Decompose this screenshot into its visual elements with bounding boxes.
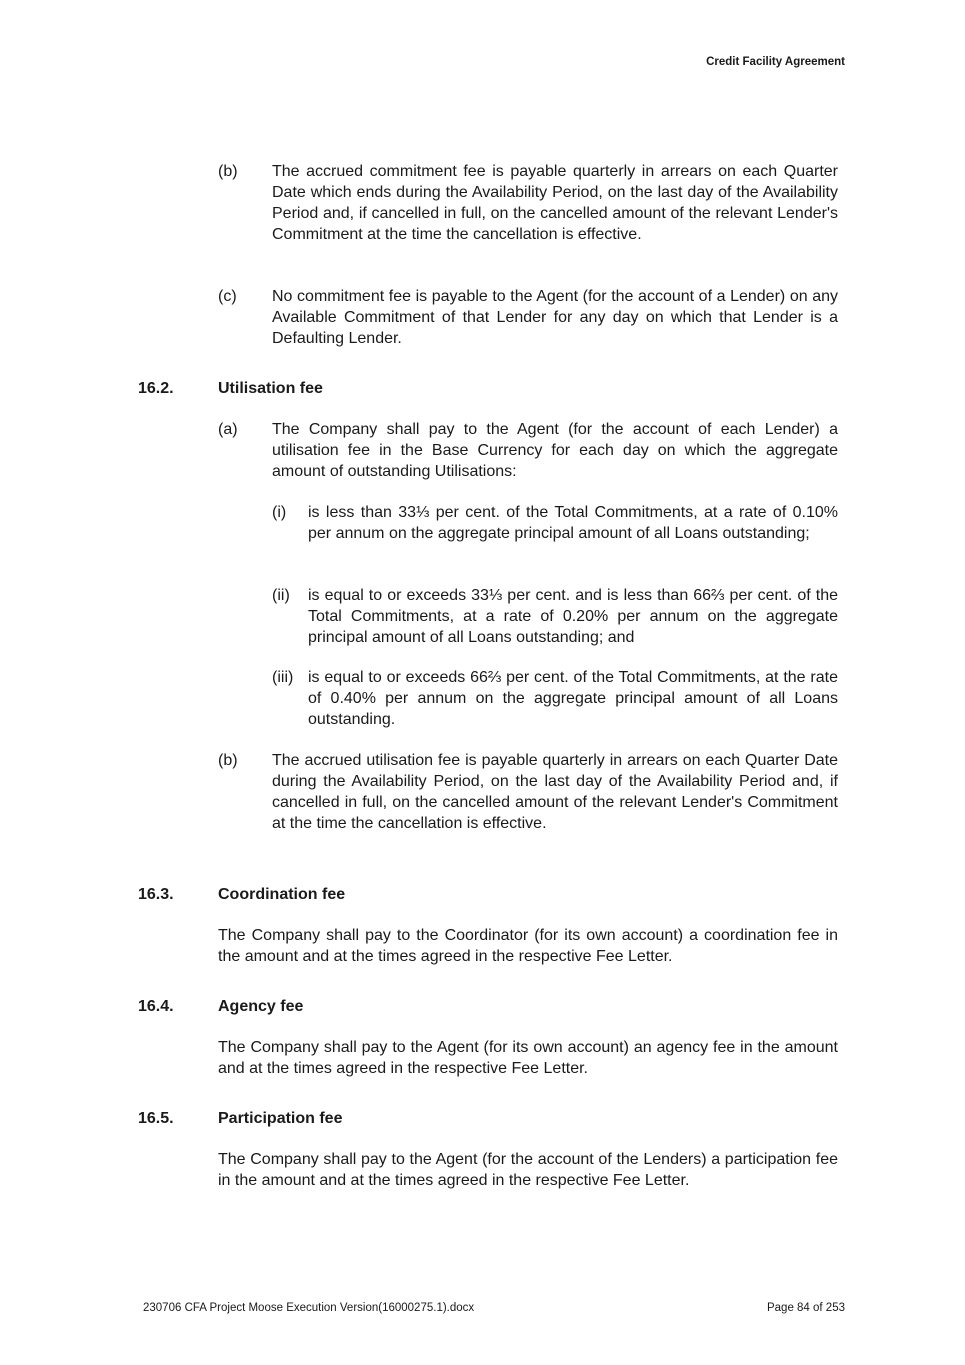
clause-text: The accrued commitment fee is payable quarterly in arrears on each Quarter Date which ends during the Availability Period, on the last day of the Availability Period and, if cancelled in full, on the cancelled amount of the relevant Lender's Commitment at the time the cancellation is effective.	[272, 163, 838, 243]
section-text: The Company shall pay to the Coordinator (for its own account) a coordination fee in the amount and at the times agreed in the respective Fee Letter.	[218, 927, 838, 965]
clause-label: (c)	[218, 288, 237, 305]
footer-page-number: Page 84 of 253	[766, 1302, 845, 1314]
subclause-text: is equal to or exceeds 66⅔ per cent. of the Total Commitments, at the rate of 0.40% per annum on the aggregate principal amount of all Loans outstanding.	[308, 669, 838, 728]
clause-label: (b)	[218, 163, 238, 180]
section-title: Coordination fee	[218, 886, 346, 903]
subclause-text: is less than 33⅓ per cent. of the Total Commitments, at a rate of 0.10% per annum on the aggregate principal amount of all Loans outstanding;	[308, 504, 838, 542]
section-title: Agency fee	[218, 998, 304, 1015]
subclause-label: (i)	[272, 504, 287, 521]
section-number: 16.4.	[138, 998, 174, 1015]
clause-text: The Company shall pay to the Agent (for the account of each Lender) a utilisation fee in the Base Currency for each day on which the aggregate amount of outstanding Utilisations:	[272, 421, 838, 480]
clause-text: The accrued utilisation fee is payable quarterly in arrears on each Quarter Date during the Availability Period, on the last day of the Availability Period and, if cancelled in full, on the cancelled amount of the relevant Lender's Commitment at the time the cancellation is effective.	[272, 752, 838, 832]
footer-filename: 230706 CFA Project Moose Execution Version(16000275.1).docx	[143, 1302, 475, 1314]
section-number: 16.5.	[138, 1110, 174, 1127]
section-text: The Company shall pay to the Agent (for its own account) an agency fee in the amount and at the times agreed in the respective Fee Letter.	[218, 1039, 838, 1077]
subclause-label: (iii)	[272, 669, 294, 686]
section-title: Utilisation fee	[218, 380, 323, 397]
section-number: 16.2.	[138, 380, 174, 397]
section-title: Participation fee	[218, 1110, 343, 1127]
running-header: Credit Facility Agreement	[706, 56, 845, 68]
subclause-label: (ii)	[272, 587, 290, 604]
clause-label: (a)	[218, 421, 238, 438]
section-number: 16.3.	[138, 886, 174, 903]
section-text: The Company shall pay to the Agent (for the account of the Lenders) a participation fee in the amount and at the times agreed in the respective Fee Letter.	[218, 1151, 838, 1189]
clause-text: No commitment fee is payable to the Agent (for the account of a Lender) on any Available Commitment of that Lender for any day on which that Lender is a Defaulting Lender.	[272, 288, 838, 347]
subclause-text: is equal to or exceeds 33⅓ per cent. and is less than 66⅔ per cent. of the Total Commitments, at a rate of 0.20% per annum on the aggregate principal amount of all Loans outstanding; and	[308, 587, 838, 646]
clause-label: (b)	[218, 752, 238, 769]
